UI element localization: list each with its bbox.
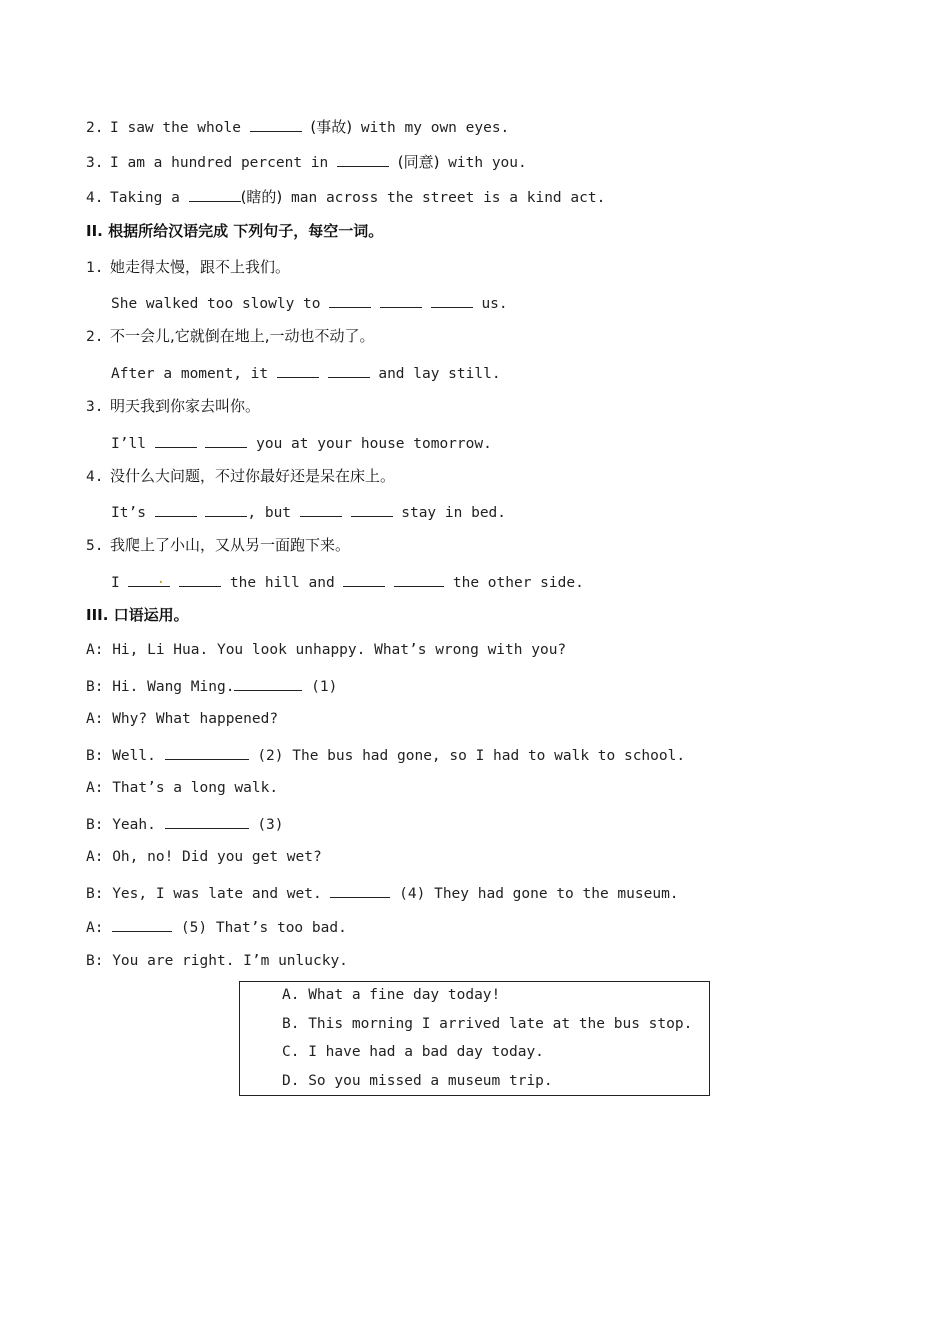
section-3-title: III. 口语运用。 xyxy=(86,606,189,624)
answer-blank[interactable] xyxy=(165,813,249,829)
s2-item-5-cn: 5. 我爬上了小山，又从另一面跑下来。 xyxy=(86,536,351,554)
answer-blank[interactable] xyxy=(165,744,249,760)
s2-item-2-cn: 2. 不一会儿,它就倒在地上,一动也不动了。 xyxy=(86,327,375,345)
answer-blank[interactable] xyxy=(277,362,319,378)
s1-item-3: 3. I am a hundred percent in (同意) with you. xyxy=(86,153,527,171)
s2-item-5-en: I . the hill and the other side. xyxy=(111,571,584,591)
s2-item-4-en: It’s , but stay in bed. xyxy=(111,501,506,523)
s2-item-1-cn: 1. 她走得太慢，跟不上我们。 xyxy=(86,258,291,276)
answer-blank[interactable] xyxy=(155,432,197,448)
answer-blank[interactable] xyxy=(343,571,385,587)
dialogue-line-2: B: Hi. Wang Ming. (1) xyxy=(86,675,337,697)
answer-blank[interactable] xyxy=(205,501,247,517)
s2-item-3-cn: 3. 明天我到你家去叫你。 xyxy=(86,397,261,415)
dialogue-line-6: B: Yeah. (3) xyxy=(86,813,284,835)
options-box xyxy=(239,981,710,1096)
section-2-title: II. 根据所给汉语完成 下列句子，每空一词。 xyxy=(86,222,384,240)
option-d: D. So you missed a museum trip. xyxy=(282,1073,553,1089)
answer-blank[interactable] xyxy=(300,501,342,517)
answer-blank[interactable] xyxy=(394,571,444,587)
answer-blank[interactable] xyxy=(337,151,389,167)
dialogue-line-5: A: That’s a long walk. xyxy=(86,780,279,796)
answer-blank[interactable] xyxy=(205,432,247,448)
s2-item-3-en: I’ll you at your house tomorrow. xyxy=(111,432,492,454)
answer-blank[interactable] xyxy=(112,916,172,932)
answer-blank[interactable] xyxy=(329,292,371,308)
dialogue-line-3: A: Why? What happened? xyxy=(86,711,279,727)
answer-blank[interactable] xyxy=(234,675,302,691)
answer-blank[interactable] xyxy=(330,882,390,898)
dialogue-line-9: A: (5) That’s too bad. xyxy=(86,916,347,938)
option-a: A. What a fine day today! xyxy=(282,987,501,1003)
dialogue-line-7: A: Oh, no! Did you get wet? xyxy=(86,849,322,865)
mark-dot: . xyxy=(156,571,166,587)
option-c: C. I have had a bad day today. xyxy=(282,1044,544,1060)
dialogue-line-1: A: Hi, Li Hua. You look unhappy. What’s wrong with you? xyxy=(86,642,567,658)
answer-blank[interactable] xyxy=(179,571,221,587)
s2-item-2-en: After a moment, it and lay still. xyxy=(111,362,501,384)
answer-blank[interactable] xyxy=(380,292,422,308)
s1-item-4: 4. Taking a (瞎的) man across the street is a kind act. xyxy=(86,188,606,206)
option-b: B. This morning I arrived late at the bus stop. xyxy=(282,1016,693,1032)
answer-blank[interactable] xyxy=(250,116,302,132)
dialogue-line-8: B: Yes, I was late and wet. (4) They had gone to the museum. xyxy=(86,882,679,904)
s2-item-1-en: She walked too slowly to us. xyxy=(111,292,508,314)
s2-item-4-cn: 4. 没什么大问题，不过你最好还是呆在床上。 xyxy=(86,467,396,485)
dialogue-line-4: B: Well. (2) The bus had gone, so I had to walk to school. xyxy=(86,744,685,766)
dialogue-line-10: B: You are right. I’m unlucky. xyxy=(86,953,348,969)
answer-blank[interactable] xyxy=(189,186,241,202)
answer-blank[interactable] xyxy=(328,362,370,378)
answer-blank[interactable] xyxy=(431,292,473,308)
s1-item-2: 2. I saw the whole (事故) with my own eyes. xyxy=(86,118,510,136)
answer-blank[interactable] xyxy=(155,501,197,517)
answer-blank[interactable] xyxy=(351,501,393,517)
answer-blank[interactable] xyxy=(128,571,170,587)
